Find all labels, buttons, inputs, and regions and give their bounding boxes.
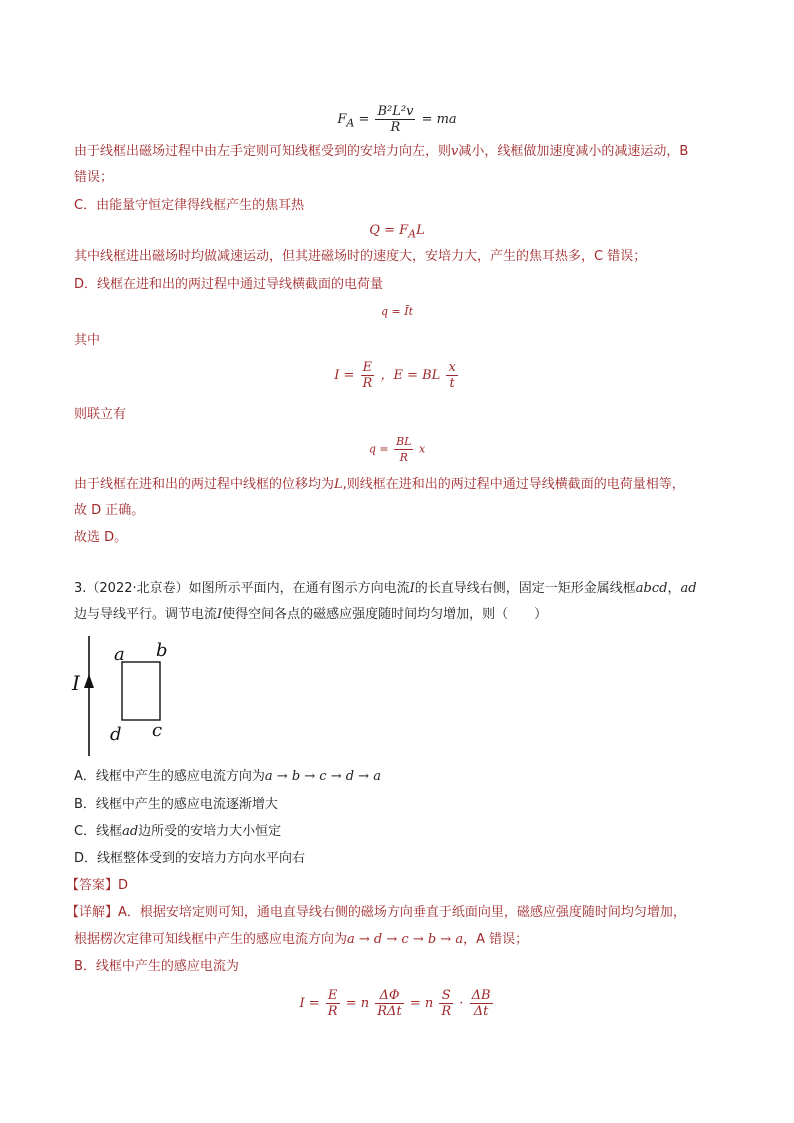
p1-c: 错误；	[74, 170, 114, 185]
pd-q2-tail: x	[418, 442, 426, 456]
q3-stem1c: ，	[667, 581, 681, 596]
pd-q2-num: BL	[396, 435, 412, 448]
pd-eq-q: q = Īt	[380, 305, 414, 318]
explain-line2	[74, 931, 528, 949]
option-c-tail: 边所受的安培力大小恒定	[138, 824, 282, 839]
option-b-label: B．线框中产生的感应电流逐渐增大	[74, 797, 278, 812]
eq-ind-frac4	[470, 988, 493, 1019]
q3-i: I	[409, 581, 415, 596]
eq-ind-lhs: I =	[299, 996, 320, 1011]
eq-ind-frac2	[375, 988, 403, 1019]
eq-force-den: R	[390, 120, 401, 135]
p1-v: v	[451, 144, 459, 159]
paragraph-d-body2	[74, 502, 144, 520]
pd-frac-bl-r	[394, 434, 413, 465]
q3-i-2: I	[217, 607, 223, 622]
explain-line1	[66, 904, 686, 922]
pd-qizhong: 其中	[74, 333, 101, 348]
answer-value: D	[118, 878, 129, 893]
eq-force-lhs: F	[337, 112, 347, 127]
q3-ad: ad	[680, 581, 697, 596]
pd-eq-e-lhs: ，E = BL	[380, 368, 441, 383]
text-qizhong	[74, 332, 100, 350]
option-c	[74, 823, 281, 841]
option-c-label: C．线框	[74, 824, 123, 839]
pd-frac-e-r	[361, 360, 375, 391]
eq-ind-f3d: R	[441, 1004, 452, 1019]
explain-a2-tail: ，A 错误；	[463, 932, 529, 947]
equation-charge	[0, 303, 794, 321]
eq-ind-mid: = n	[345, 996, 370, 1011]
pd-select: 故选 D。	[74, 530, 128, 545]
explain-a1: A．根据安培定则可知，通电直导线右侧的磁场方向垂直于纸面向里，磁感应强度随时间均匀增加，	[118, 905, 686, 920]
question-3-stem-line1	[74, 580, 697, 598]
pd-q2-lhs: q =	[368, 442, 389, 456]
text-lianli	[74, 406, 126, 424]
pc-body: 其中线框进出磁场时均做减速运动，但其进磁场时的速度大，安培力大，产生的焦耳热多，C 错误；	[74, 249, 647, 264]
equation-force: $F_A$ = $\frac{\text{B²L²v}}{R}$ = ma	[337, 104, 457, 135]
answer-line	[66, 877, 128, 895]
pd-frac-x-t	[446, 360, 457, 391]
p1-a: 由于线框出磁场过程中由左手定则可知线框受到的安培力向左，则	[74, 144, 452, 159]
q3-stem1b: 的长直导线右侧，固定一矩形金属线框	[414, 581, 636, 596]
eq-force-frac	[375, 104, 415, 135]
equation-current-emf	[0, 360, 794, 391]
q3-stem1a: 3.（2022·北京卷）如图所示平面内，在通有图示方向电流	[74, 581, 410, 596]
rectangular-loop	[122, 662, 160, 720]
option-d-label: D．线框整体受到的安培力方向水平向右	[74, 851, 306, 866]
answer-label: 【答案】	[66, 878, 119, 893]
equation-charge-result	[0, 434, 794, 465]
eq-ind-mid2: = n	[409, 996, 434, 1011]
pd-l: L	[334, 477, 343, 492]
option-c-math: ad	[122, 824, 139, 839]
question-3-stem-line2	[74, 606, 547, 624]
q3-stem2a: 边与导线平行。调节电流	[74, 607, 218, 622]
paragraph-b-line1	[74, 143, 688, 161]
q3-abcd: abcd	[635, 581, 668, 596]
pd-eq-i-lhs: I =	[334, 368, 355, 383]
equation-induced-current	[0, 988, 794, 1019]
eq-ind-f2n: ΔΦ	[375, 988, 403, 1004]
label-vertex-c: c	[152, 720, 163, 741]
label-vertex-b: b	[156, 640, 168, 661]
pc-eq: Q = F	[369, 223, 409, 238]
option-b	[74, 796, 278, 814]
paragraph-d-body1	[74, 476, 685, 494]
p1-b: 减小，线框做加速度减小的减速运动，B	[458, 144, 689, 159]
pd-q2-den: R	[399, 451, 408, 464]
pd-head: D．线框在进和出的两过程中通过导线横截面的电荷量	[74, 277, 384, 292]
pd-body2: 故 D 正确。	[74, 503, 145, 518]
paragraph-b-line2	[74, 169, 113, 187]
figure-wire-and-loop	[66, 632, 186, 762]
pd-eq-e-num: x	[448, 360, 456, 375]
eq-ind-frac1	[326, 988, 340, 1019]
pd-body1a: 由于线框在进和出的两过程中线框的位移均为	[74, 477, 335, 492]
option-a-math: a → b → c → d → a	[264, 769, 381, 784]
pc-head: C．由能量守恒定律得线框产生的焦耳热	[74, 198, 305, 213]
label-current-i: I	[72, 671, 80, 695]
option-a	[74, 768, 381, 786]
explain-label: 【详解】	[66, 905, 119, 920]
eq-ind-f4d: Δt	[473, 1004, 489, 1019]
eq-ind-f1d: R	[327, 1004, 338, 1019]
eq-force-num: B²L²v	[377, 104, 414, 119]
label-vertex-d: d	[110, 724, 122, 745]
paragraph-c-head	[74, 197, 304, 215]
pd-eq-i-den: R	[362, 376, 373, 391]
eq-ind-dot: ·	[459, 996, 464, 1011]
eq-ind-f2d: RΔt	[377, 1004, 402, 1019]
pc-eq-sub: A	[408, 227, 417, 241]
paragraph-d-head	[74, 276, 383, 294]
eq-ind-f1n: E	[326, 988, 340, 1004]
explain-a2: 根据楞次定律可知线框中产生的感应电流方向为	[74, 932, 348, 947]
option-a-label: A．线框中产生的感应电流方向为	[74, 769, 265, 784]
explain-line3	[74, 958, 239, 976]
paragraph-c-body	[74, 248, 646, 266]
eq-ind-f4n: ΔB	[471, 988, 491, 1003]
label-vertex-a: a	[114, 644, 125, 665]
current-arrow-icon	[84, 674, 94, 688]
pd-body1b: ,则线框在进和出的两过程中通过导线横截面的电荷量相等，	[342, 477, 685, 492]
q3-stem2b: 使得空间各点的磁感应强度随时间均匀增加，则（ ）	[222, 607, 548, 622]
option-d	[74, 850, 305, 868]
eq-force-rhs: = ma	[421, 112, 457, 127]
explain-b1: B．线框中产生的感应电流为	[74, 959, 239, 974]
eq-ind-f3n: S	[439, 988, 453, 1004]
pd-lianli: 则联立有	[74, 407, 127, 422]
pd-eq-i-num: E	[361, 360, 375, 376]
pd-eq-e-den: t	[449, 376, 455, 391]
pc-eq-tail: L	[416, 223, 425, 238]
paragraph-select	[74, 529, 127, 547]
eq-ind-frac3	[439, 988, 453, 1019]
equation-heat	[0, 222, 794, 244]
explain-a2-math: a → d → c → b → a	[347, 932, 464, 947]
eq-force-sub: A	[346, 116, 355, 130]
